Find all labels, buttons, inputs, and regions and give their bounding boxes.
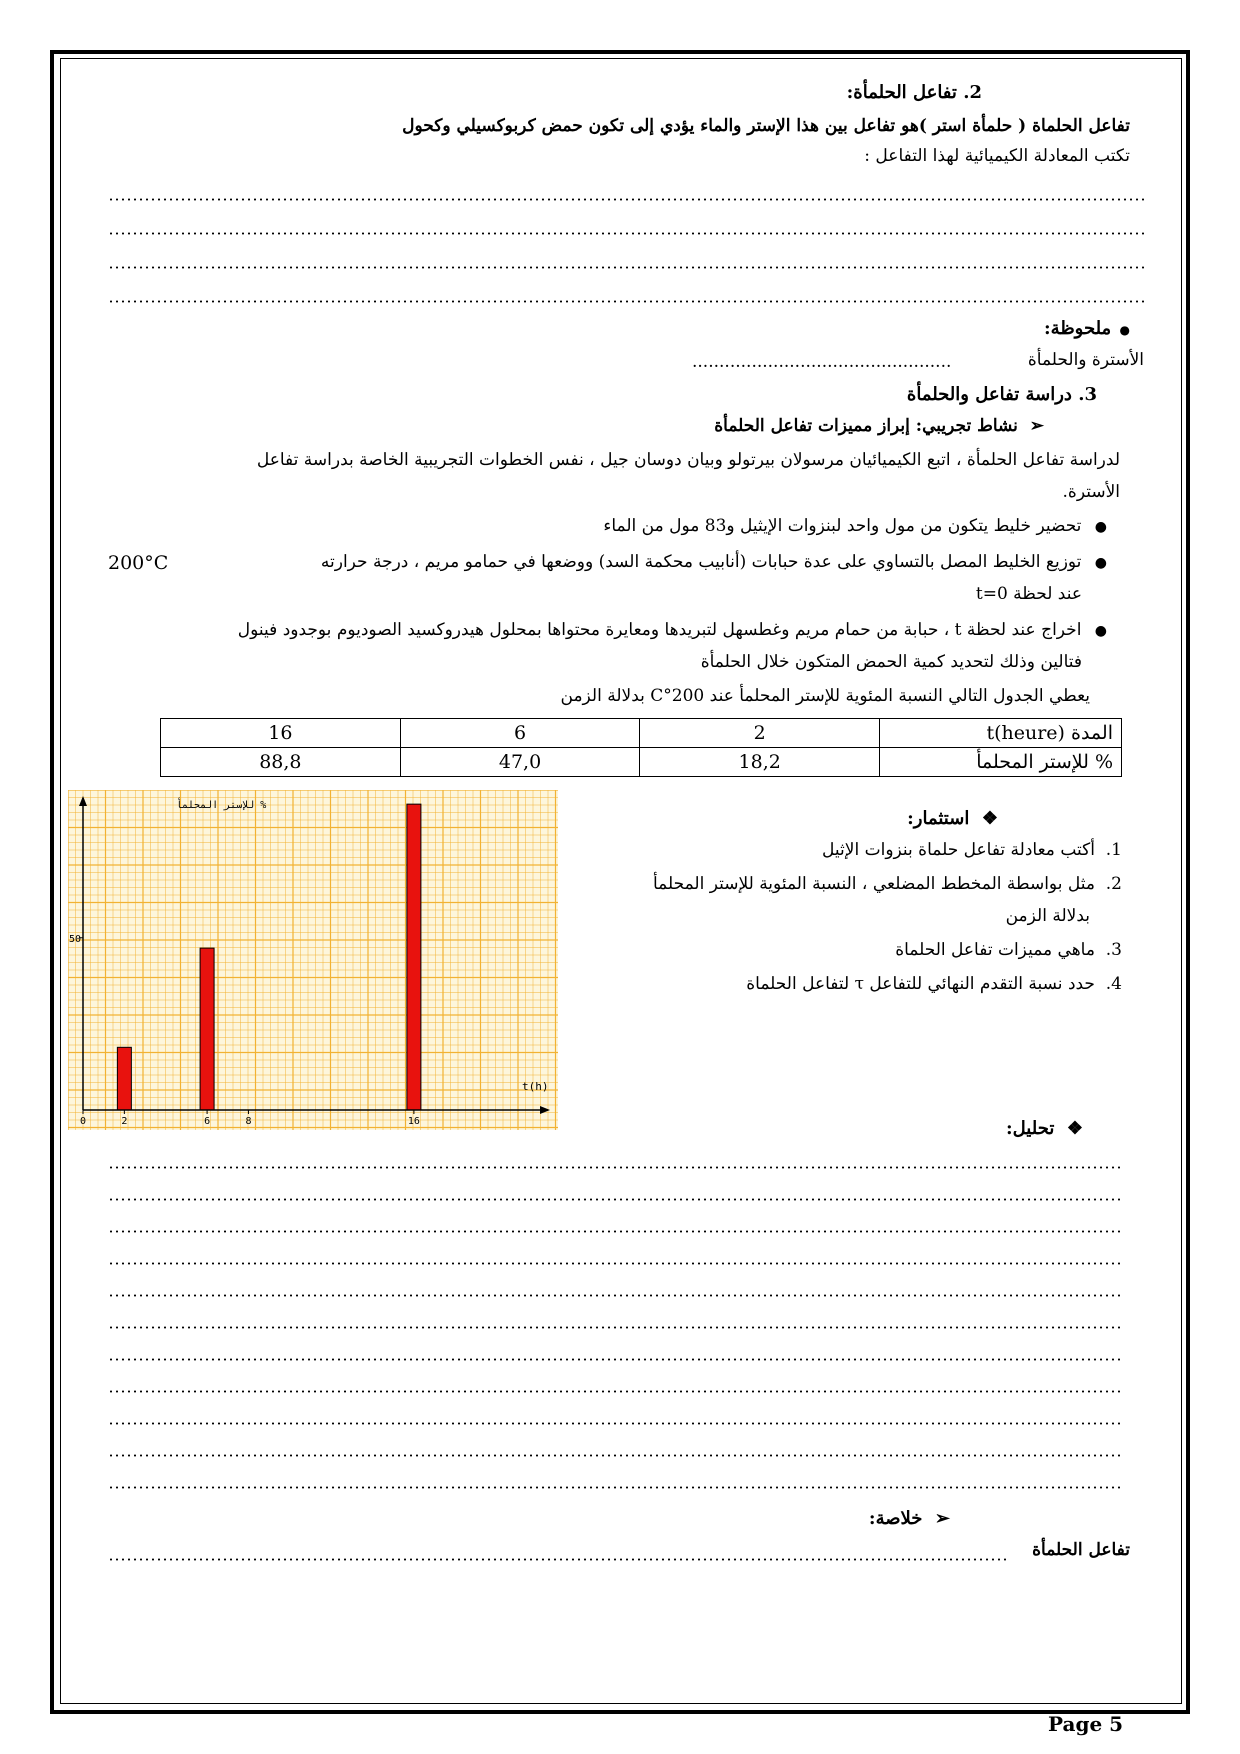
bullet-2-text: توزيع الخليط المصل بالتساوي على عدة حبابات (أنابيب محكمة السد) ووضعها في حمامو مريم ، درجة حرارته bbox=[320, 552, 1082, 572]
note-label-text: ملحوظة: bbox=[1044, 318, 1112, 339]
analysis-label-text: تحليل: bbox=[1006, 1118, 1055, 1139]
arrow-icon: ➢ bbox=[1017, 416, 1044, 436]
intro-line1: لدراسة تفاعل الحلمأة ، اتبع الكيميائيان مرسولان بيرتولو وبيان دوسان جيل ، نفس الخطوات التجريبية الخاصة بدراسة تفاعل bbox=[256, 450, 1120, 470]
answer-line[interactable] bbox=[108, 300, 1148, 303]
diamond-icon: ❖ bbox=[969, 808, 998, 829]
table-header-percent: % للإستر المحلمأ bbox=[880, 748, 1122, 777]
bullet-2-temperature: 200°C bbox=[108, 552, 169, 574]
question-1 bbox=[822, 840, 1122, 860]
conclusion-label-text: خلاصة: bbox=[868, 1508, 923, 1529]
x-tick-label: 16 bbox=[407, 1116, 420, 1127]
activity-label-text: نشاط تجريبي: إبراز مميزات تفاعل الحلمأة bbox=[714, 416, 1018, 436]
note-blank[interactable]: ................................................ bbox=[692, 352, 952, 372]
table-cell: 2 bbox=[640, 719, 880, 748]
bullet-2 bbox=[321, 552, 1107, 572]
question-2 bbox=[653, 874, 1122, 894]
exploitation-label-text: استثمار: bbox=[907, 808, 970, 829]
question-3 bbox=[895, 940, 1122, 960]
note-label bbox=[1044, 318, 1130, 339]
question-number: 3. bbox=[1105, 940, 1122, 960]
table-header-time: المدة t(heure) bbox=[880, 719, 1122, 748]
arrow-icon: ➢ bbox=[922, 1508, 950, 1529]
chart-background bbox=[68, 790, 558, 1130]
question-number: 4. bbox=[1105, 974, 1122, 994]
table-cell: 18,2 bbox=[640, 748, 880, 777]
question-2-line2: بدلالة الزمن bbox=[1005, 906, 1090, 926]
section3-title: 3. دراسة تفاعل والحلمأة bbox=[906, 384, 1097, 405]
conclusion-text: تفاعل الحلمأة bbox=[1032, 1540, 1130, 1560]
question-4-text: حدد نسبة التقدم النهائي للتفاعل τ لتفاعل الحلماة bbox=[746, 974, 1095, 994]
x-tick-label: 6 bbox=[204, 1116, 211, 1127]
bullet-2-line2: عند لحظة t=0 bbox=[975, 584, 1082, 604]
question-1-text: أكتب معادلة تفاعل حلماة بنزوات الإثيل bbox=[822, 840, 1095, 860]
x-tick-label: 2 bbox=[121, 1116, 128, 1127]
x-tick-label: 8 bbox=[245, 1116, 252, 1127]
diamond-icon: ❖ bbox=[1054, 1118, 1083, 1139]
answer-line[interactable] bbox=[108, 1358, 1124, 1361]
answer-line[interactable] bbox=[108, 1294, 1124, 1297]
question-number: 2. bbox=[1105, 874, 1122, 894]
table-cell: 16 bbox=[161, 719, 401, 748]
page-number: Page 5 bbox=[1048, 1712, 1124, 1736]
y-tick-label: 50 bbox=[69, 933, 82, 945]
conclusion-label bbox=[869, 1508, 950, 1529]
bullet-icon: ● bbox=[1081, 519, 1107, 535]
bullet-icon: ● bbox=[1111, 323, 1130, 337]
answer-line[interactable] bbox=[108, 1326, 1124, 1329]
chart-title: % للإستر المحلمأ bbox=[176, 800, 267, 811]
bar-chart bbox=[68, 790, 558, 1130]
section2-definition: تفاعل الحلماة ( حلمأة استر )هو تفاعل بين هذا الإستر والماء يؤدي إلى تكون حمض كربوكسيلي وكحول bbox=[402, 116, 1130, 136]
analysis-label bbox=[1006, 1118, 1083, 1139]
chart-bar bbox=[407, 804, 421, 1110]
table-row bbox=[161, 719, 1122, 748]
answer-line[interactable] bbox=[108, 1486, 1124, 1489]
answer-line[interactable] bbox=[108, 1262, 1124, 1265]
chart-bar bbox=[200, 948, 214, 1110]
table-cell: 88,8 bbox=[161, 748, 401, 777]
question-number: 1. bbox=[1105, 840, 1122, 860]
exploitation-label bbox=[907, 808, 998, 829]
answer-line[interactable] bbox=[108, 1422, 1124, 1425]
bullet-3-line2: فتالين وذلك لتحديد كمية الحمض المتكون خلال الحلمأة bbox=[700, 652, 1082, 672]
intro-line2: الأسترة. bbox=[1062, 482, 1120, 502]
x-axis-label: t(h) bbox=[522, 1080, 549, 1093]
section2-title: 2. تفاعل الحلمأة: bbox=[846, 82, 982, 103]
bullet-1-text: تحضير خليط يتكون من مول واحد لبنزوات الإيثيل و83 مول من الماء bbox=[603, 516, 1082, 536]
table-row bbox=[161, 748, 1122, 777]
table-intro: يعطي الجدول التالي النسبة المئوية للإستر المحلمأ عند 200°C بدلالة الزمن bbox=[560, 686, 1090, 706]
answer-line[interactable] bbox=[108, 1230, 1124, 1233]
answer-line[interactable] bbox=[108, 198, 1148, 201]
answer-line[interactable] bbox=[108, 266, 1148, 269]
bullet-icon: ● bbox=[1081, 555, 1107, 571]
bullet-3 bbox=[238, 620, 1107, 640]
answer-line[interactable] bbox=[108, 1558, 1008, 1561]
answer-line[interactable] bbox=[108, 1454, 1124, 1457]
question-3-text: ماهي مميزات تفاعل الحلماة bbox=[895, 940, 1095, 960]
table-cell: 47,0 bbox=[400, 748, 640, 777]
answer-line[interactable] bbox=[108, 1198, 1124, 1201]
x-tick-label: 0 bbox=[79, 1116, 87, 1127]
note-text: الأسترة والحلمأة bbox=[1027, 350, 1144, 370]
question-4 bbox=[746, 974, 1122, 994]
answer-line[interactable] bbox=[108, 1166, 1124, 1169]
bullet-1 bbox=[603, 516, 1107, 536]
table-cell: 6 bbox=[400, 719, 640, 748]
question-2-text: مثل بواسطة المخطط المضلعي ، النسبة المئوية للإستر المحلمأ bbox=[652, 874, 1095, 894]
equation-prompt: تكتب المعادلة الكيميائية لهذا التفاعل : bbox=[864, 146, 1130, 166]
answer-line[interactable] bbox=[108, 232, 1148, 235]
data-table bbox=[160, 718, 1122, 777]
bullet-icon: ● bbox=[1081, 623, 1107, 639]
chart-bar bbox=[117, 1047, 131, 1110]
answer-line[interactable] bbox=[108, 1390, 1124, 1393]
bullet-3-text: اخراج عند لحظة t ، حبابة من حمام مريم وغطسهل لتبريدها ومعايرة محتواها بمحلول هيدروكسيد الصوديوم بوجدود فينول bbox=[237, 620, 1082, 640]
activity-label bbox=[714, 416, 1044, 436]
